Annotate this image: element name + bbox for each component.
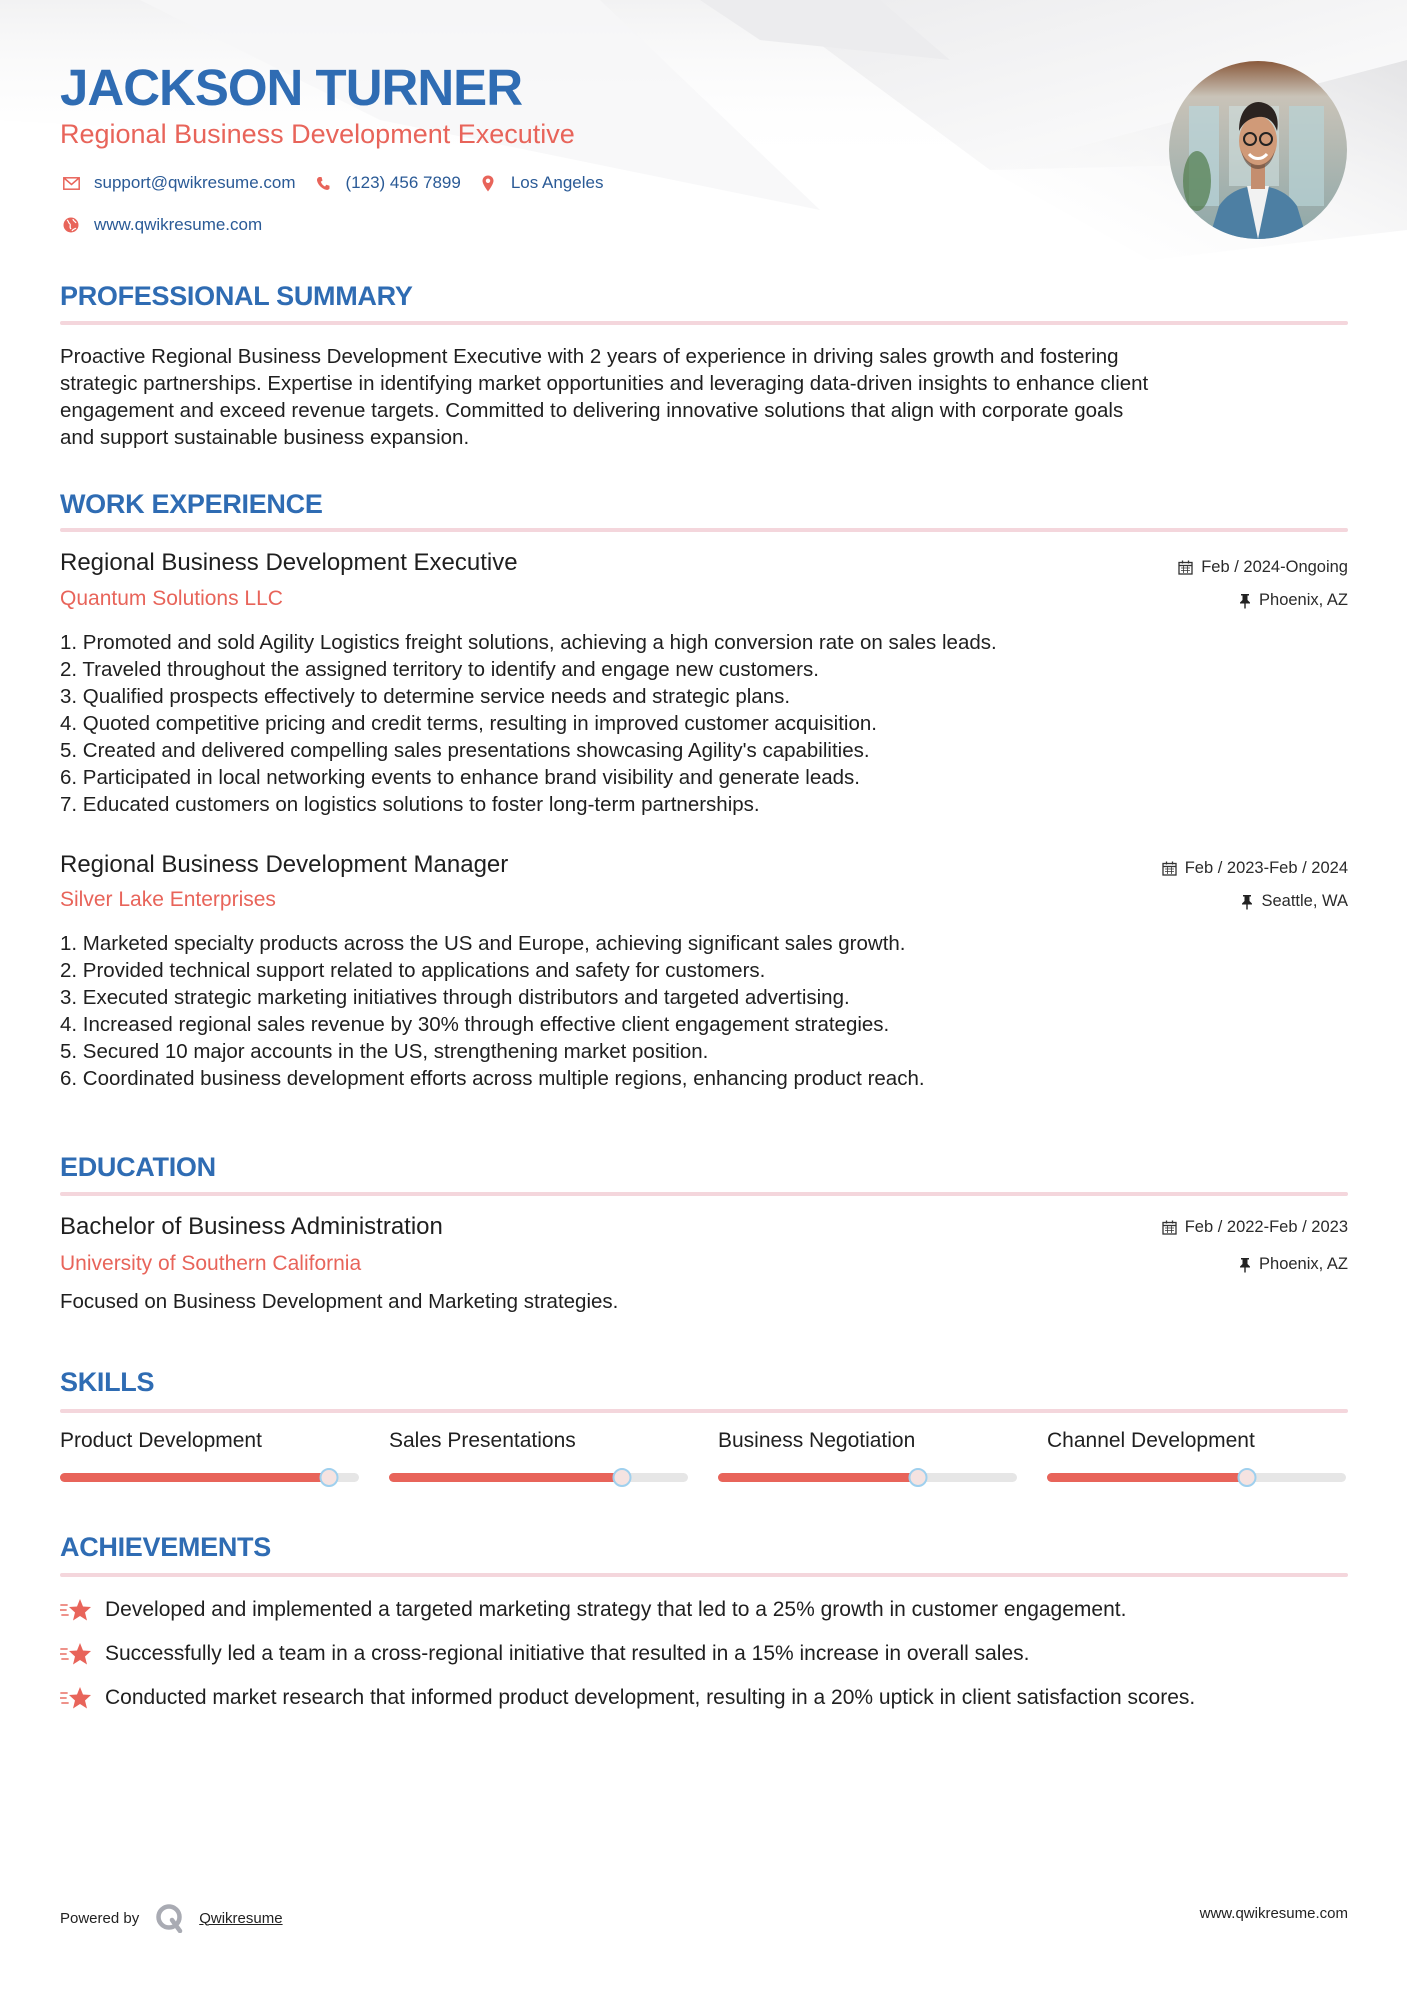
skill-item xyxy=(60,1429,359,1482)
achievement-text: Successfully led a team in a cross-regional initiative that resulted in a 15% increase in overall sales. xyxy=(105,1642,1030,1665)
skill-label: Product Development xyxy=(60,1429,262,1452)
skills-grid xyxy=(60,1429,1348,1482)
qwikresume-link[interactable]: Qwikresume xyxy=(199,1909,283,1927)
section-heading-achievements: ACHIEVEMENTS xyxy=(60,1532,271,1562)
bullet-item: 1. Promoted and sold Agility Logistics freight solutions, achieving a high conversion rate on sales leads. xyxy=(60,631,997,654)
job-dates-text: Feb / 2023-Feb / 2024 xyxy=(1184,859,1348,877)
skill-item xyxy=(389,1429,688,1482)
bullet-item: 1. Marketed specialty products across the US and Europe, achieving significant sales growth. xyxy=(60,932,906,955)
job-bullets xyxy=(60,629,1348,818)
job-dates-text: Feb / 2024-Ongoing xyxy=(1201,558,1348,576)
achievement-item xyxy=(60,1676,1348,1720)
summary-text xyxy=(60,343,1348,451)
achievement-item xyxy=(60,1588,1348,1632)
skill-label: Business Negotiation xyxy=(718,1429,916,1452)
calendar-icon xyxy=(1178,560,1193,575)
achievement-item xyxy=(60,1632,1348,1676)
pushpin-icon xyxy=(1241,894,1253,910)
contact-row-secondary xyxy=(60,215,278,235)
pushpin-icon xyxy=(1239,593,1251,609)
skill-bar xyxy=(1047,1473,1346,1482)
bullet-item: 4. Increased regional sales revenue by 30% through effective client engagement strategies. xyxy=(60,1013,890,1036)
bullet-item: 6. Coordinated business development efforts across multiple regions, enhancing product reach. xyxy=(60,1067,925,1090)
job-bullets xyxy=(60,930,1348,1092)
job-location-text: Phoenix, AZ xyxy=(1259,591,1348,609)
skill-bar-knob xyxy=(1238,1468,1257,1487)
education-degree: Bachelor of Business Administration xyxy=(60,1213,443,1240)
calendar-icon xyxy=(1162,1220,1177,1235)
education-location-text: Phoenix, AZ xyxy=(1259,1255,1348,1273)
skill-bar-fill xyxy=(60,1473,329,1482)
job-location-text: Seattle, WA xyxy=(1261,892,1348,910)
powered-by-label: Powered by xyxy=(60,1909,140,1927)
bullet-item: 3. Executed strategic marketing initiatives through distributors and targeted advertising. xyxy=(60,986,850,1009)
candidate-name: JACKSON TURNER xyxy=(60,59,523,116)
job-dates xyxy=(1162,859,1348,878)
education-school: University of Southern California xyxy=(60,1252,362,1275)
skill-bar-knob xyxy=(613,1468,632,1487)
section-divider xyxy=(60,528,1348,532)
calendar-icon xyxy=(1162,861,1177,876)
skill-label: Sales Presentations xyxy=(389,1429,576,1452)
bullet-item: 5. Created and delivered compelling sales presentations showcasing Agility's capabilities. xyxy=(60,739,870,762)
footer-website[interactable]: www.qwikresume.com xyxy=(1199,1905,1348,1922)
job-dates xyxy=(1178,558,1348,577)
map-pin-icon xyxy=(477,174,499,192)
candidate-title: Regional Business Development Executive xyxy=(60,119,575,149)
section-divider xyxy=(60,1573,1348,1577)
job-location xyxy=(1241,892,1348,911)
section-heading-summary: PROFESSIONAL SUMMARY xyxy=(60,281,413,311)
summary-line: engagement and exceed revenue targets. Committed to delivering innovative solutions that align with corporate goals xyxy=(60,399,1124,422)
job-role: Regional Business Development Manager xyxy=(60,851,509,878)
achievement-text: Conducted market research that informed product development, resulting in a 20% uptick in client satisfaction scores. xyxy=(105,1686,1196,1709)
website-link[interactable]: www.qwikresume.com xyxy=(94,215,263,234)
education-dates xyxy=(1162,1218,1348,1237)
section-heading-skills: SKILLS xyxy=(60,1367,155,1397)
envelope-icon xyxy=(60,174,82,192)
section-divider xyxy=(60,1409,1348,1413)
bullet-item: 4. Quoted competitive pricing and credit terms, resulting in improved customer acquisition. xyxy=(60,712,877,735)
shooting-star-icon xyxy=(60,1596,93,1624)
skill-bar xyxy=(718,1473,1017,1482)
skill-bar xyxy=(60,1473,359,1482)
education-description: Focused on Business Development and Marketing strategies. xyxy=(60,1290,619,1313)
phone-icon xyxy=(312,174,334,192)
skill-bar-knob xyxy=(909,1468,928,1487)
pushpin-icon xyxy=(1239,1257,1251,1273)
bullet-item: 6. Participated in local networking events to enhance brand visibility and generate leads. xyxy=(60,766,860,789)
skill-label: Channel Development xyxy=(1047,1429,1255,1452)
section-heading-education: EDUCATION xyxy=(60,1152,216,1182)
skill-item xyxy=(718,1429,1017,1482)
skill-item xyxy=(1047,1429,1346,1482)
summary-line: and support sustainable business expansion. xyxy=(60,426,470,449)
summary-line: Proactive Regional Business Development Executive with 2 years of experience in driving sales growth and fostering xyxy=(60,345,1119,368)
summary-line: strategic partnerships. Expertise in identifying market opportunities and leveraging data-driven insights to enhance client xyxy=(60,372,1149,395)
globe-icon xyxy=(60,216,82,234)
section-heading-experience: WORK EXPERIENCE xyxy=(60,489,323,519)
section-divider xyxy=(60,321,1348,325)
skill-bar-fill xyxy=(389,1473,622,1482)
education-dates-text: Feb / 2022-Feb / 2023 xyxy=(1184,1218,1348,1236)
shooting-star-icon xyxy=(60,1684,93,1712)
shooting-star-icon xyxy=(60,1640,93,1668)
job-location xyxy=(1239,591,1348,610)
bullet-item: 7. Educated customers on logistics solutions to foster long-term partnerships. xyxy=(60,793,760,816)
bullet-item: 2. Provided technical support related to applications and safety for customers. xyxy=(60,959,766,982)
job-role: Regional Business Development Executive xyxy=(60,549,518,576)
bullet-item: 3. Qualified prospects effectively to determine service needs and strategic plans. xyxy=(60,685,791,708)
section-divider xyxy=(60,1192,1348,1196)
contact-row-primary xyxy=(60,173,619,193)
skill-bar xyxy=(389,1473,688,1482)
skill-bar-knob xyxy=(320,1468,339,1487)
footer-powered-by xyxy=(60,1903,283,1933)
qwikresume-logo-icon xyxy=(155,1903,185,1933)
achievements-list xyxy=(60,1588,1348,1720)
bullet-item: 2. Traveled throughout the assigned territory to identify and engage new customers. xyxy=(60,658,819,681)
skill-bar-fill xyxy=(1047,1473,1247,1482)
achievement-text: Developed and implemented a targeted marketing strategy that led to a 25% growth in customer engagement. xyxy=(105,1598,1127,1621)
education-location xyxy=(1239,1255,1348,1274)
location-text: Los Angeles xyxy=(510,173,604,192)
phone-number[interactable]: (123) 456 7899 xyxy=(345,173,461,192)
job-company: Silver Lake Enterprises xyxy=(60,888,276,911)
skill-bar-fill xyxy=(718,1473,918,1482)
email-link[interactable]: support@qwikresume.com xyxy=(94,173,296,192)
job-company: Quantum Solutions LLC xyxy=(60,587,283,610)
bullet-item: 5. Secured 10 major accounts in the US, strengthening market position. xyxy=(60,1040,709,1063)
profile-photo xyxy=(1169,61,1347,239)
